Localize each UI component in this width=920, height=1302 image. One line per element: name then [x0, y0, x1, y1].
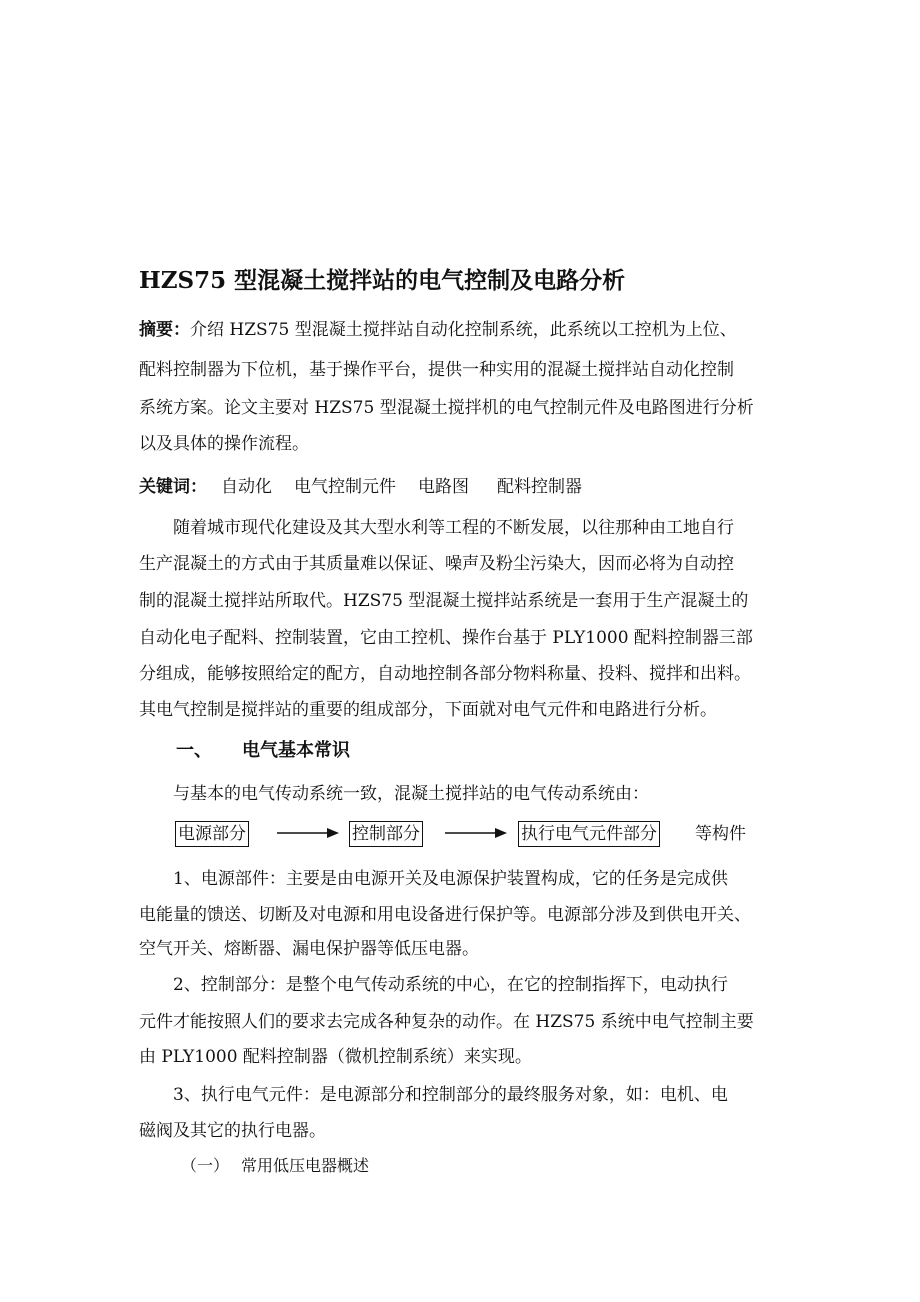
keywords-label: 关键词： — [139, 477, 207, 497]
subsection-number: （一） — [181, 1156, 230, 1175]
section-number: 一、 — [176, 740, 212, 761]
item-line: 1、电源部件：主要是由电源开关及电源保护装置构成，它的任务是完成供 — [173, 869, 728, 889]
item-line: 2、控制部分：是整个电气传动系统的中心，在它的控制指挥下，电动执行 — [173, 975, 728, 995]
abstract-text: 介绍 HZS75 型混凝土搅拌站自动化控制系统，此系统以工控机为上位、 — [190, 320, 737, 340]
document-title: HZS75 型混凝土搅拌站的电气控制及电路分析 — [139, 267, 626, 294]
intro-line: 分组成，能够按照给定的配方，自动地控制各部分物料称量、投料、搅拌和出料。 — [139, 664, 751, 684]
abstract-line — [139, 318, 789, 342]
flow-arrow-icon — [277, 826, 339, 840]
subsection-heading — [181, 1154, 369, 1178]
section-title: 电气基本常识 — [242, 740, 350, 761]
intro-line: 生产混凝土的方式由于其质量难以保证、噪声及粉尘污染大，因而必将为自动控 — [139, 554, 734, 574]
section-intro: 与基本的电气传动系统一致，混凝土搅拌站的电气传动系统由： — [173, 784, 649, 804]
flow-box-control: 控制部分 — [349, 821, 423, 847]
abstract-label: 摘要： — [139, 320, 190, 340]
flow-box-power: 电源部分 — [175, 821, 249, 847]
item-line: 元件才能按照人们的要求去完成各种复杂的动作。在 HZS75 系统中电气控制主要 — [139, 1012, 754, 1032]
keyword: 自动化 — [221, 477, 272, 497]
intro-line: 其电气控制是搅拌站的重要的组成部分，下面就对电气元件和电路进行分析。 — [139, 700, 717, 720]
flow-box-actuator: 执行电气元件部分 — [518, 821, 660, 847]
keywords-line — [139, 475, 789, 499]
section-heading — [176, 738, 350, 764]
flow-diagram — [173, 818, 793, 848]
flow-tail: 等构件 — [695, 824, 746, 844]
intro-line: 随着城市现代化建设及其大型水利等工程的不断发展，以往那种由工地自行 — [173, 518, 734, 538]
intro-line: 制的混凝土搅拌站所取代。HZS75 型混凝土搅拌站系统是一套用于生产混凝土的 — [139, 591, 749, 611]
keyword: 电气控制元件 — [294, 477, 396, 497]
intro-line: 自动化电子配料、控制装置，它由工控机、操作台基于 PLY1000 配料控制器三部 — [139, 628, 753, 648]
item-line: 空气开关、熔断器、漏电保护器等低压电器。 — [139, 939, 479, 959]
subsection-title: 常用低压电器概述 — [241, 1156, 370, 1175]
item-line: 3、执行电气元件：是电源部分和控制部分的最终服务对象，如：电机、电 — [173, 1085, 728, 1105]
keyword: 配料控制器 — [497, 477, 582, 497]
item-line: 磁阀及其它的执行电器。 — [139, 1121, 326, 1141]
item-line: 电能量的馈送、切断及对电源和用电设备进行保护等。电源部分涉及到供电开关、 — [139, 905, 751, 925]
abstract-line: 系统方案。论文主要对 HZS75 型混凝土搅拌机的电气控制元件及电路图进行分析 — [139, 398, 754, 418]
item-line: 由 PLY1000 配料控制器（微机控制系统）来实现。 — [139, 1047, 532, 1067]
abstract-line: 配料控制器为下位机，基于操作平台，提供一种实用的混凝土搅拌站自动化控制 — [139, 360, 734, 380]
flow-arrow-icon — [445, 826, 507, 840]
keyword: 电路图 — [418, 477, 469, 497]
abstract-line: 以及具体的操作流程。 — [139, 434, 309, 454]
